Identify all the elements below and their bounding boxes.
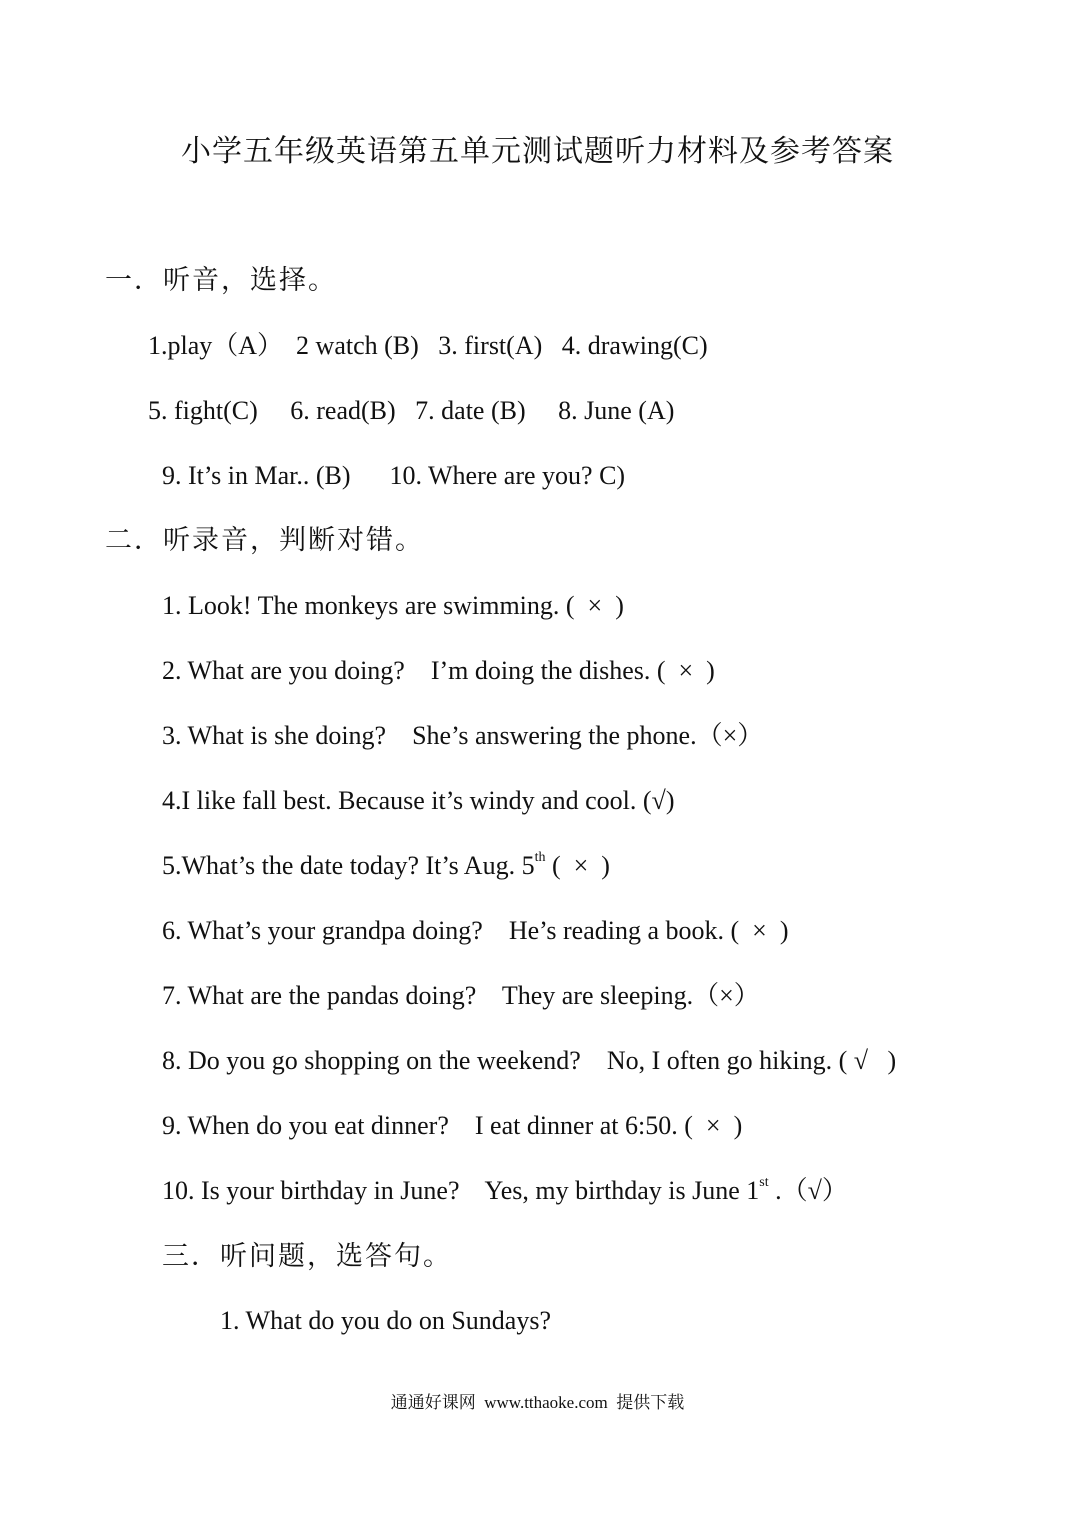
section-2-item-3: 3. What is she doing? She’s answering the phone.（×） [162, 721, 764, 750]
section-2-item-5-superscript: th [534, 850, 546, 866]
section-3-heading: 三．听问题，选答句。 [162, 1241, 452, 1271]
section-2-heading: 二．听录音，判断对错。 [105, 525, 424, 555]
section-2-item-10-superscript: st [759, 1175, 769, 1191]
section-2-item-10-text: 10. Is your birthday in June? Yes, my birthday is June 1 [162, 1176, 760, 1205]
section-2-item-5-text: 5.What’s the date today? It’s Aug. 5 [162, 851, 535, 880]
section-2-item-4: 4.I like fall best. Because it’s windy and cool. (√) [162, 786, 675, 815]
section-1-answers-row-2: 5. fight(C) 6. read(B) 7. date (B) 8. June (A) [148, 396, 675, 425]
section-1-answers-row-1: 1.play（A） 2 watch (B) 3. first(A) 4. drawing(C) [148, 331, 708, 360]
page-footer: 通通好课网 www.tthaoke.com 提供下载 [390, 1393, 685, 1412]
section-2-item-10-answer: .（√） [768, 1176, 848, 1205]
section-2-item-10 [162, 1175, 848, 1207]
section-1-answers-row-3: 9. It’s in Mar.. (B) 10. Where are you? C) [162, 461, 626, 490]
section-2-item-5 [162, 850, 610, 882]
section-2-item-6: 6. What’s your grandpa doing? He’s reading a book. ( × ) [162, 916, 789, 945]
section-1-heading: 一．听音，选择。 [105, 265, 337, 295]
section-2-item-9: 9. When do you eat dinner? I eat dinner at 6:50. ( × ) [162, 1111, 743, 1140]
section-3-item-1: 1. What do you do on Sundays? [220, 1306, 551, 1335]
section-2-item-1: 1. Look! The monkeys are swimming. ( × ) [162, 591, 624, 620]
section-2-item-5-answer: ( × ) [545, 851, 610, 880]
page-title: 小学五年级英语第五单元测试题听力材料及参考答案 [181, 135, 894, 168]
section-2-item-2: 2. What are you doing? I’m doing the dishes. ( × ) [162, 656, 715, 685]
section-2-item-8: 8. Do you go shopping on the weekend? No, I often go hiking. ( √ ) [162, 1046, 897, 1075]
section-2-item-7: 7. What are the pandas doing? They are sleeping.（×） [162, 981, 760, 1010]
